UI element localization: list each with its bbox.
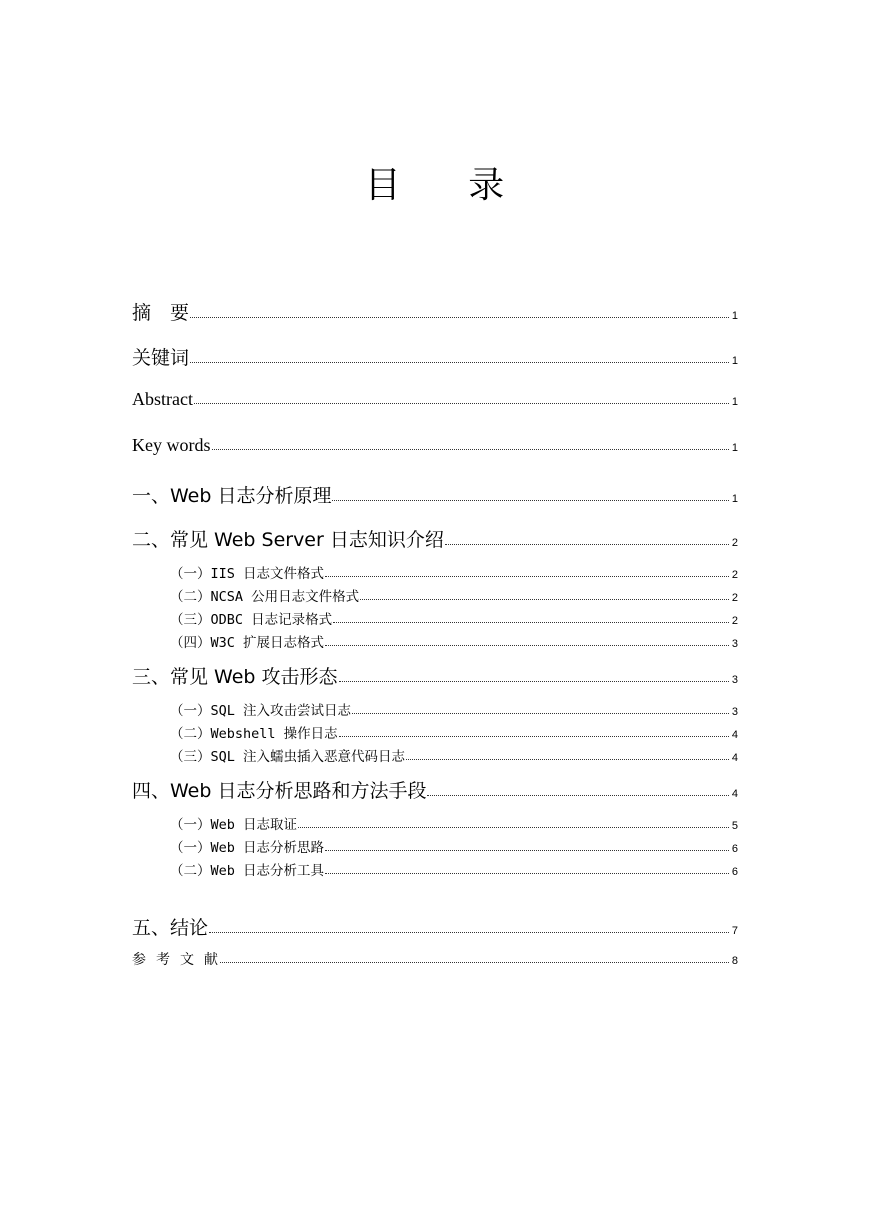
leader-dots	[445, 543, 729, 545]
leader-dots	[325, 644, 729, 646]
leader-dots	[332, 499, 728, 501]
toc-entry-label: （二）NCSA 公用日志文件格式	[170, 589, 360, 605]
toc-entry-conclusion[interactable]	[132, 913, 738, 940]
toc-entry-keywords-cn[interactable]	[132, 343, 738, 370]
leader-dots	[406, 758, 729, 760]
toc-entry-4-3[interactable]	[170, 859, 738, 879]
toc-entry-3-3[interactable]	[170, 745, 738, 765]
leader-dots	[212, 448, 729, 450]
toc-entry-page: 1	[731, 310, 738, 322]
toc-entry-label: （二）Web 日志分析工具	[170, 863, 325, 879]
toc-entry-label: （二）Webshell 操作日志	[170, 726, 338, 742]
toc-entry-3-1[interactable]	[170, 699, 738, 719]
toc-entry-section-4[interactable]	[132, 776, 738, 803]
toc-entry-2-4[interactable]	[170, 631, 738, 651]
toc-entry-section-2[interactable]	[132, 525, 738, 552]
leader-dots	[325, 575, 729, 577]
toc-entry-label: （一）Web 日志取证	[170, 817, 298, 833]
toc-entry-page: 4	[731, 788, 738, 800]
toc-entry-page: 3	[731, 638, 738, 650]
toc-entry-label: （一）IIS 日志文件格式	[170, 566, 325, 582]
toc-entry-label: 摘 要	[132, 302, 190, 324]
leader-dots	[209, 931, 729, 933]
toc-entry-page: 8	[731, 955, 738, 967]
toc-entry-page: 1	[731, 493, 738, 505]
toc-entry-label: 二、常见 Web Server 日志知识介绍	[132, 529, 444, 551]
leader-dots	[352, 712, 729, 714]
toc-entry-4-1[interactable]	[170, 813, 738, 833]
toc-entry-label: （三）SQL 注入蠕虫插入恶意代码日志	[170, 749, 406, 765]
leader-dots	[333, 621, 729, 623]
toc-entry-label: 五、结论	[132, 917, 209, 939]
toc-entry-page: 7	[731, 925, 738, 937]
toc-entry-3-2[interactable]	[170, 722, 738, 742]
toc-entry-label: 一、Web 日志分析原理	[132, 485, 332, 507]
leader-dots	[190, 316, 729, 318]
toc-entry-label: 关键词	[132, 347, 190, 369]
toc-entry-page: 4	[731, 729, 738, 741]
leader-dots	[220, 961, 729, 963]
toc-entry-page: 2	[731, 592, 738, 604]
toc-entry-label: 三、常见 Web 攻击形态	[132, 666, 338, 688]
leader-dots	[194, 402, 729, 404]
toc-entry-page: 2	[731, 537, 738, 549]
toc-entry-page: 6	[731, 866, 738, 878]
page-title: 目 录	[364, 165, 533, 206]
toc-entry-page: 1	[731, 442, 738, 454]
toc-entry-page: 2	[731, 615, 738, 627]
toc-entry-section-1[interactable]	[132, 481, 738, 508]
leader-dots	[298, 826, 729, 828]
toc-entry-label: （三）ODBC 日志记录格式	[170, 612, 333, 628]
toc-entry-keywords-en[interactable]	[132, 435, 738, 456]
toc-entry-page: 6	[731, 843, 738, 855]
toc-entry-2-2[interactable]	[170, 585, 738, 605]
toc-entry-references[interactable]	[132, 949, 738, 969]
toc-entry-abstract-en[interactable]	[132, 389, 738, 410]
toc-entry-label: Abstract	[132, 389, 193, 409]
toc-entry-label: （四）W3C 扩展日志格式	[170, 635, 325, 651]
leader-dots	[339, 680, 729, 682]
leader-dots	[427, 794, 728, 796]
toc-entry-4-2[interactable]	[170, 836, 738, 856]
toc-entry-page: 5	[731, 820, 738, 832]
leader-dots	[360, 598, 729, 600]
toc-entry-page: 1	[731, 396, 738, 408]
toc-entry-page: 2	[731, 569, 738, 581]
toc-entry-label: （一）Web 日志分析思路	[170, 840, 325, 856]
toc-entry-page: 3	[731, 674, 738, 686]
toc-entry-page: 3	[731, 706, 738, 718]
toc-entry-abstract-cn[interactable]	[132, 298, 738, 325]
toc-entry-label: （一）SQL 注入攻击尝试日志	[170, 703, 352, 719]
toc-entry-page: 4	[731, 752, 738, 764]
toc-entry-page: 1	[731, 355, 738, 367]
toc-entry-2-1[interactable]	[170, 562, 738, 582]
leader-dots	[339, 735, 729, 737]
toc-entry-section-3[interactable]	[132, 662, 738, 689]
leader-dots	[190, 361, 729, 363]
leader-dots	[325, 872, 729, 874]
toc-entry-label: 四、Web 日志分析思路和方法手段	[132, 780, 427, 802]
toc-entry-label: Key words	[132, 435, 211, 455]
leader-dots	[325, 849, 729, 851]
toc-entry-2-3[interactable]	[170, 608, 738, 628]
toc-entry-label: 参考文献	[132, 952, 228, 968]
